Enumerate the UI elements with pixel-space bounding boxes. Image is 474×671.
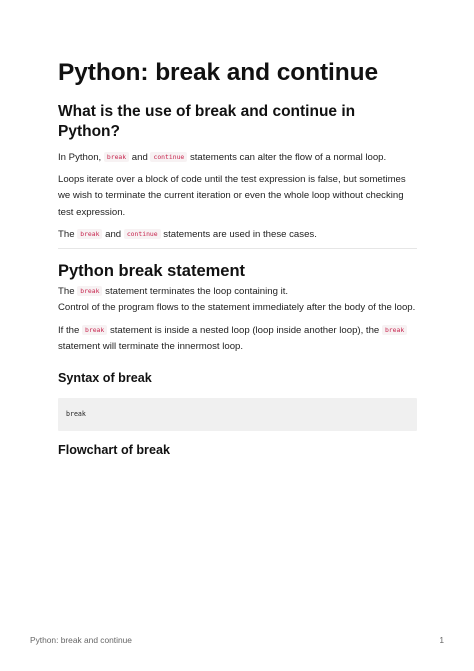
inline-code-break: break: [104, 152, 129, 162]
inline-code-break: break: [382, 325, 407, 335]
page-number: 1: [439, 635, 444, 645]
section-heading-use: What is the use of break and continue in Python?: [58, 103, 356, 140]
code-block: break: [58, 398, 417, 431]
text-segment: statement will terminate the innermost loop.: [58, 341, 244, 352]
page-title: Python: break and continue: [58, 59, 379, 86]
text-segment: If the: [58, 324, 80, 336]
text-segment: statements are used in these cases.: [163, 229, 317, 240]
text-segment: statement terminates the loop containing it.: [105, 285, 289, 297]
text-segment: Control of the program flows to the statement immediately after the body of the loop.: [58, 302, 416, 313]
section-divider: [58, 248, 417, 249]
page-footer: [30, 635, 444, 645]
inline-code-break: break: [82, 325, 107, 335]
text-segment: In Python,: [58, 152, 102, 163]
paragraph-loops: Loops iterate over a block of code until the test expression is false, but sometimes we wish to terminate the current iteration or even the whole loop without checking test expression.: [58, 173, 406, 218]
text-segment: and: [105, 229, 122, 240]
paragraph-break-intro: [58, 283, 417, 317]
subheading-flowchart: Flowchart of break: [58, 442, 170, 457]
inline-code-break: break: [77, 229, 102, 239]
paragraph-intro: [58, 149, 417, 167]
text-segment: The: [58, 285, 75, 297]
inline-code-continue: continue: [150, 152, 187, 162]
text-segment: The: [58, 229, 75, 240]
subheading-syntax: Syntax of break: [58, 370, 152, 385]
text-segment: statements can alter the flow of a normal loop.: [189, 152, 387, 163]
inline-code-continue: continue: [124, 229, 161, 239]
inline-code-break: break: [77, 286, 102, 296]
text-segment: statement is inside a nested loop (loop inside another loop), the: [109, 324, 380, 336]
document-page: [58, 58, 417, 458]
section-heading-break: Python break statement: [58, 261, 246, 280]
paragraph-usage: [58, 226, 417, 244]
footer-title: Python: break and continue: [30, 635, 132, 645]
paragraph-nested-loop: [58, 322, 417, 356]
text-segment: and: [131, 152, 148, 163]
